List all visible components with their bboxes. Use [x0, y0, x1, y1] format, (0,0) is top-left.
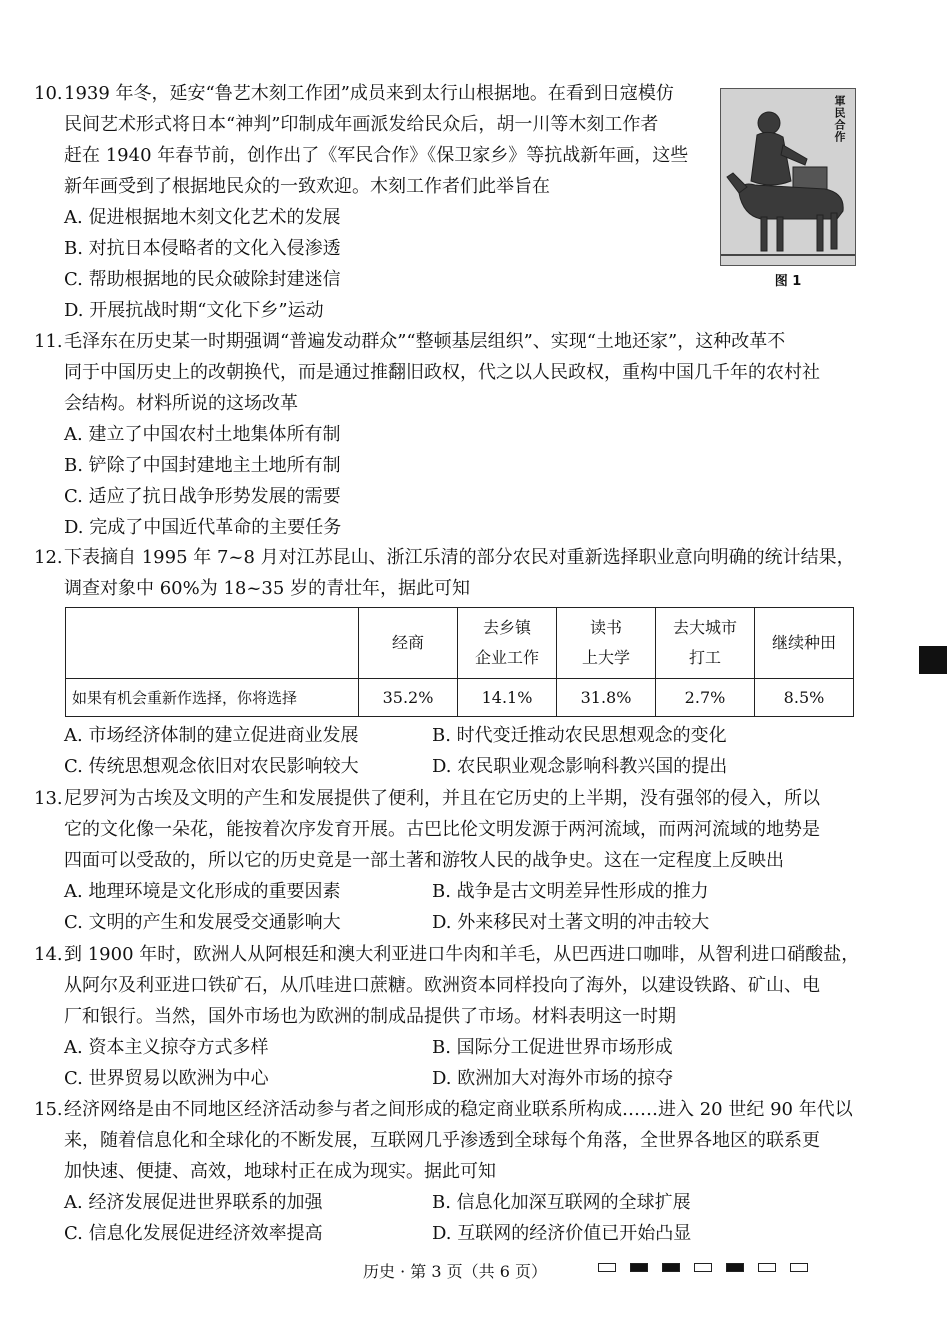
footer-marks	[598, 1263, 808, 1272]
figure-caption: 图 1	[774, 274, 802, 289]
filled-mark-icon	[630, 1263, 648, 1272]
option-b: B. 国际分工促进世界市场形成	[432, 1037, 673, 1058]
question-text-line: 尼罗河为古埃及文明的产生和发展提供了便利，并且在它历史的上半期，没有强邻的侵入，所以	[64, 788, 820, 809]
figure-1	[720, 88, 856, 289]
question-text-line: 下表摘自 1995 年 7~8 月对江苏昆山、浙江乐清的部分农民对重新选择职业意向明确的统计结果，	[64, 547, 855, 568]
table-header-cell: 继续种田	[755, 608, 854, 679]
filled-mark-icon	[662, 1263, 680, 1272]
empty-mark-icon	[758, 1263, 776, 1272]
question-text-line: 四面可以受敌的，所以它的历史竟是一部土著和游牧人民的战争史。这在一定程度上反映出	[64, 850, 784, 871]
option-c: C. 信息化发展促进经济效率提高	[64, 1223, 323, 1244]
question-text-line: 到 1900 年时，欧洲人从阿根廷和澳大利亚进口牛肉和羊毛，从巴西进口咖啡，从智利进口硝酸盐，	[64, 944, 860, 965]
table-row-label: 如果有机会重新作选择，你将选择	[66, 679, 359, 717]
option-d: D. 农民职业观念影响科教兴国的提出	[432, 756, 728, 777]
option-a: A. 地理环境是文化形成的重要因素	[64, 881, 341, 902]
question-13	[34, 783, 820, 938]
table-cell: 14.1%	[458, 679, 557, 717]
question-number: 11.	[34, 331, 63, 352]
empty-mark-icon	[790, 1263, 808, 1272]
option-d: D. 外来移民对土著文明的冲击较大	[432, 912, 710, 933]
option-a: A. 经济发展促进世界联系的加强	[64, 1192, 323, 1213]
question-text-line: 调查对象中 60%为 18~35 岁的青壮年，据此可知	[64, 578, 471, 599]
option-a: A. 建立了中国农村土地集体所有制	[64, 424, 341, 445]
table-cell: 31.8%	[557, 679, 656, 717]
table-header-cell: 经商	[359, 608, 458, 679]
option-b: B. 战争是古文明差异性形成的推力	[432, 881, 709, 902]
table-row	[66, 679, 854, 717]
question-text-line: 加快速、便捷、高效，地球村正在成为现实。据此可知	[64, 1161, 496, 1182]
question-number: 10.	[34, 83, 63, 104]
question-text-line: 同于中国历史上的改朝换代，而是通过推翻旧政权，代之以人民政权，重构中国几千年的农村社	[64, 362, 820, 383]
table-header-row	[66, 608, 854, 679]
question-text-line: 来，随着信息化和全球化的不断发展，互联网几乎渗透到全球每个角落，全世界各地区的联系更	[64, 1130, 820, 1151]
table-corner-cell	[66, 608, 359, 679]
question-text-line: 它的文化像一朵花，能按着次序发育开展。古巴比伦文明发源于两河流域，而两河流域的地势是	[64, 819, 820, 840]
question-number: 13.	[34, 788, 63, 809]
question-text-line: 毛泽东在历史某一时期强调“普遍发动群众”“整顿基层组织”、实现“土地还家”，这种改革不	[64, 331, 786, 352]
option-c: C. 世界贸易以欧洲为中心	[64, 1068, 269, 1089]
option-c: C. 帮助根据地的民众破除封建迷信	[64, 269, 341, 290]
question-text-line: 新年画受到了根据地民众的一致欢迎。木刻工作者们此举旨在	[64, 176, 550, 197]
side-tab-marker	[919, 646, 947, 674]
table-cell: 2.7%	[656, 679, 755, 717]
question-11	[34, 326, 820, 543]
table-header-cell: 去大城市 打工	[656, 608, 755, 679]
survey-table	[65, 607, 854, 717]
option-a: A. 促进根据地木刻文化艺术的发展	[64, 207, 341, 228]
question-number: 12.	[34, 547, 63, 568]
question-text-line: 厂和银行。当然，国外市场也为欧洲的制成品提供了市场。材料表明这一时期	[64, 1006, 676, 1027]
option-d: D. 完成了中国近代革命的主要任务	[64, 517, 342, 538]
table-header-cell: 读书 上大学	[557, 608, 656, 679]
option-c: C. 文明的产生和发展受交通影响大	[64, 912, 341, 933]
option-a: A. 资本主义掠夺方式多样	[64, 1037, 269, 1058]
option-d: D. 互联网的经济价值已开始凸显	[432, 1223, 692, 1244]
table-header-cell: 去乡镇 企业工作	[458, 608, 557, 679]
option-b: B. 对抗日本侵略者的文化入侵渗透	[64, 238, 341, 259]
question-12	[34, 542, 855, 604]
question-number: 15.	[34, 1099, 63, 1120]
table-cell: 8.5%	[755, 679, 854, 717]
option-c: C. 适应了抗日战争形势发展的需要	[64, 486, 341, 507]
question-text-line: 赶在 1940 年春节前，创作出了《军民合作》《保卫家乡》等抗战新年画，这些	[64, 145, 689, 166]
question-text-line: 从阿尔及利亚进口铁矿石，从爪哇进口蔗糖。欧洲资本同样投向了海外，以建设铁路、矿山、电	[64, 975, 820, 996]
table-cell: 35.2%	[359, 679, 458, 717]
question-15	[34, 1094, 853, 1249]
woodcut-print-image	[720, 88, 856, 266]
question-text-line: 1939 年冬，延安“鲁艺木刻工作团”成员来到太行山根据地。在看到日寇模仿	[64, 83, 674, 104]
empty-mark-icon	[598, 1263, 616, 1272]
question-12-options	[34, 720, 800, 782]
option-b: B. 信息化加深互联网的全球扩展	[432, 1192, 691, 1213]
figure-title-text: 軍民合作	[833, 95, 846, 143]
question-text-line: 会结构。材料所说的这场改革	[64, 393, 298, 414]
question-number: 14.	[34, 944, 63, 965]
question-10	[34, 78, 714, 326]
question-text-line: 经济网络是由不同地区经济活动参与者之间形成的稳定商业联系所构成……进入 20 世纪 90 年代以	[64, 1099, 853, 1120]
empty-mark-icon	[694, 1263, 712, 1272]
filled-mark-icon	[726, 1263, 744, 1272]
option-b: B. 时代变迁推动农民思想观念的变化	[432, 725, 727, 746]
question-14	[34, 939, 859, 1094]
option-d: D. 开展抗战时期“文化下乡”运动	[64, 300, 324, 321]
option-b: B. 铲除了中国封建地主土地所有制	[64, 455, 341, 476]
option-c: C. 传统思想观念依旧对农民影响较大	[64, 756, 359, 777]
option-d: D. 欧洲加大对海外市场的掠夺	[432, 1068, 674, 1089]
page-footer: 历史 · 第 3 页（共 6 页）	[363, 1262, 547, 1281]
option-a: A. 市场经济体制的建立促进商业发展	[64, 725, 359, 746]
question-text-line: 民间艺术形式将日本“神判”印制成年画派发给民众后，胡一川等木刻工作者	[64, 114, 659, 135]
